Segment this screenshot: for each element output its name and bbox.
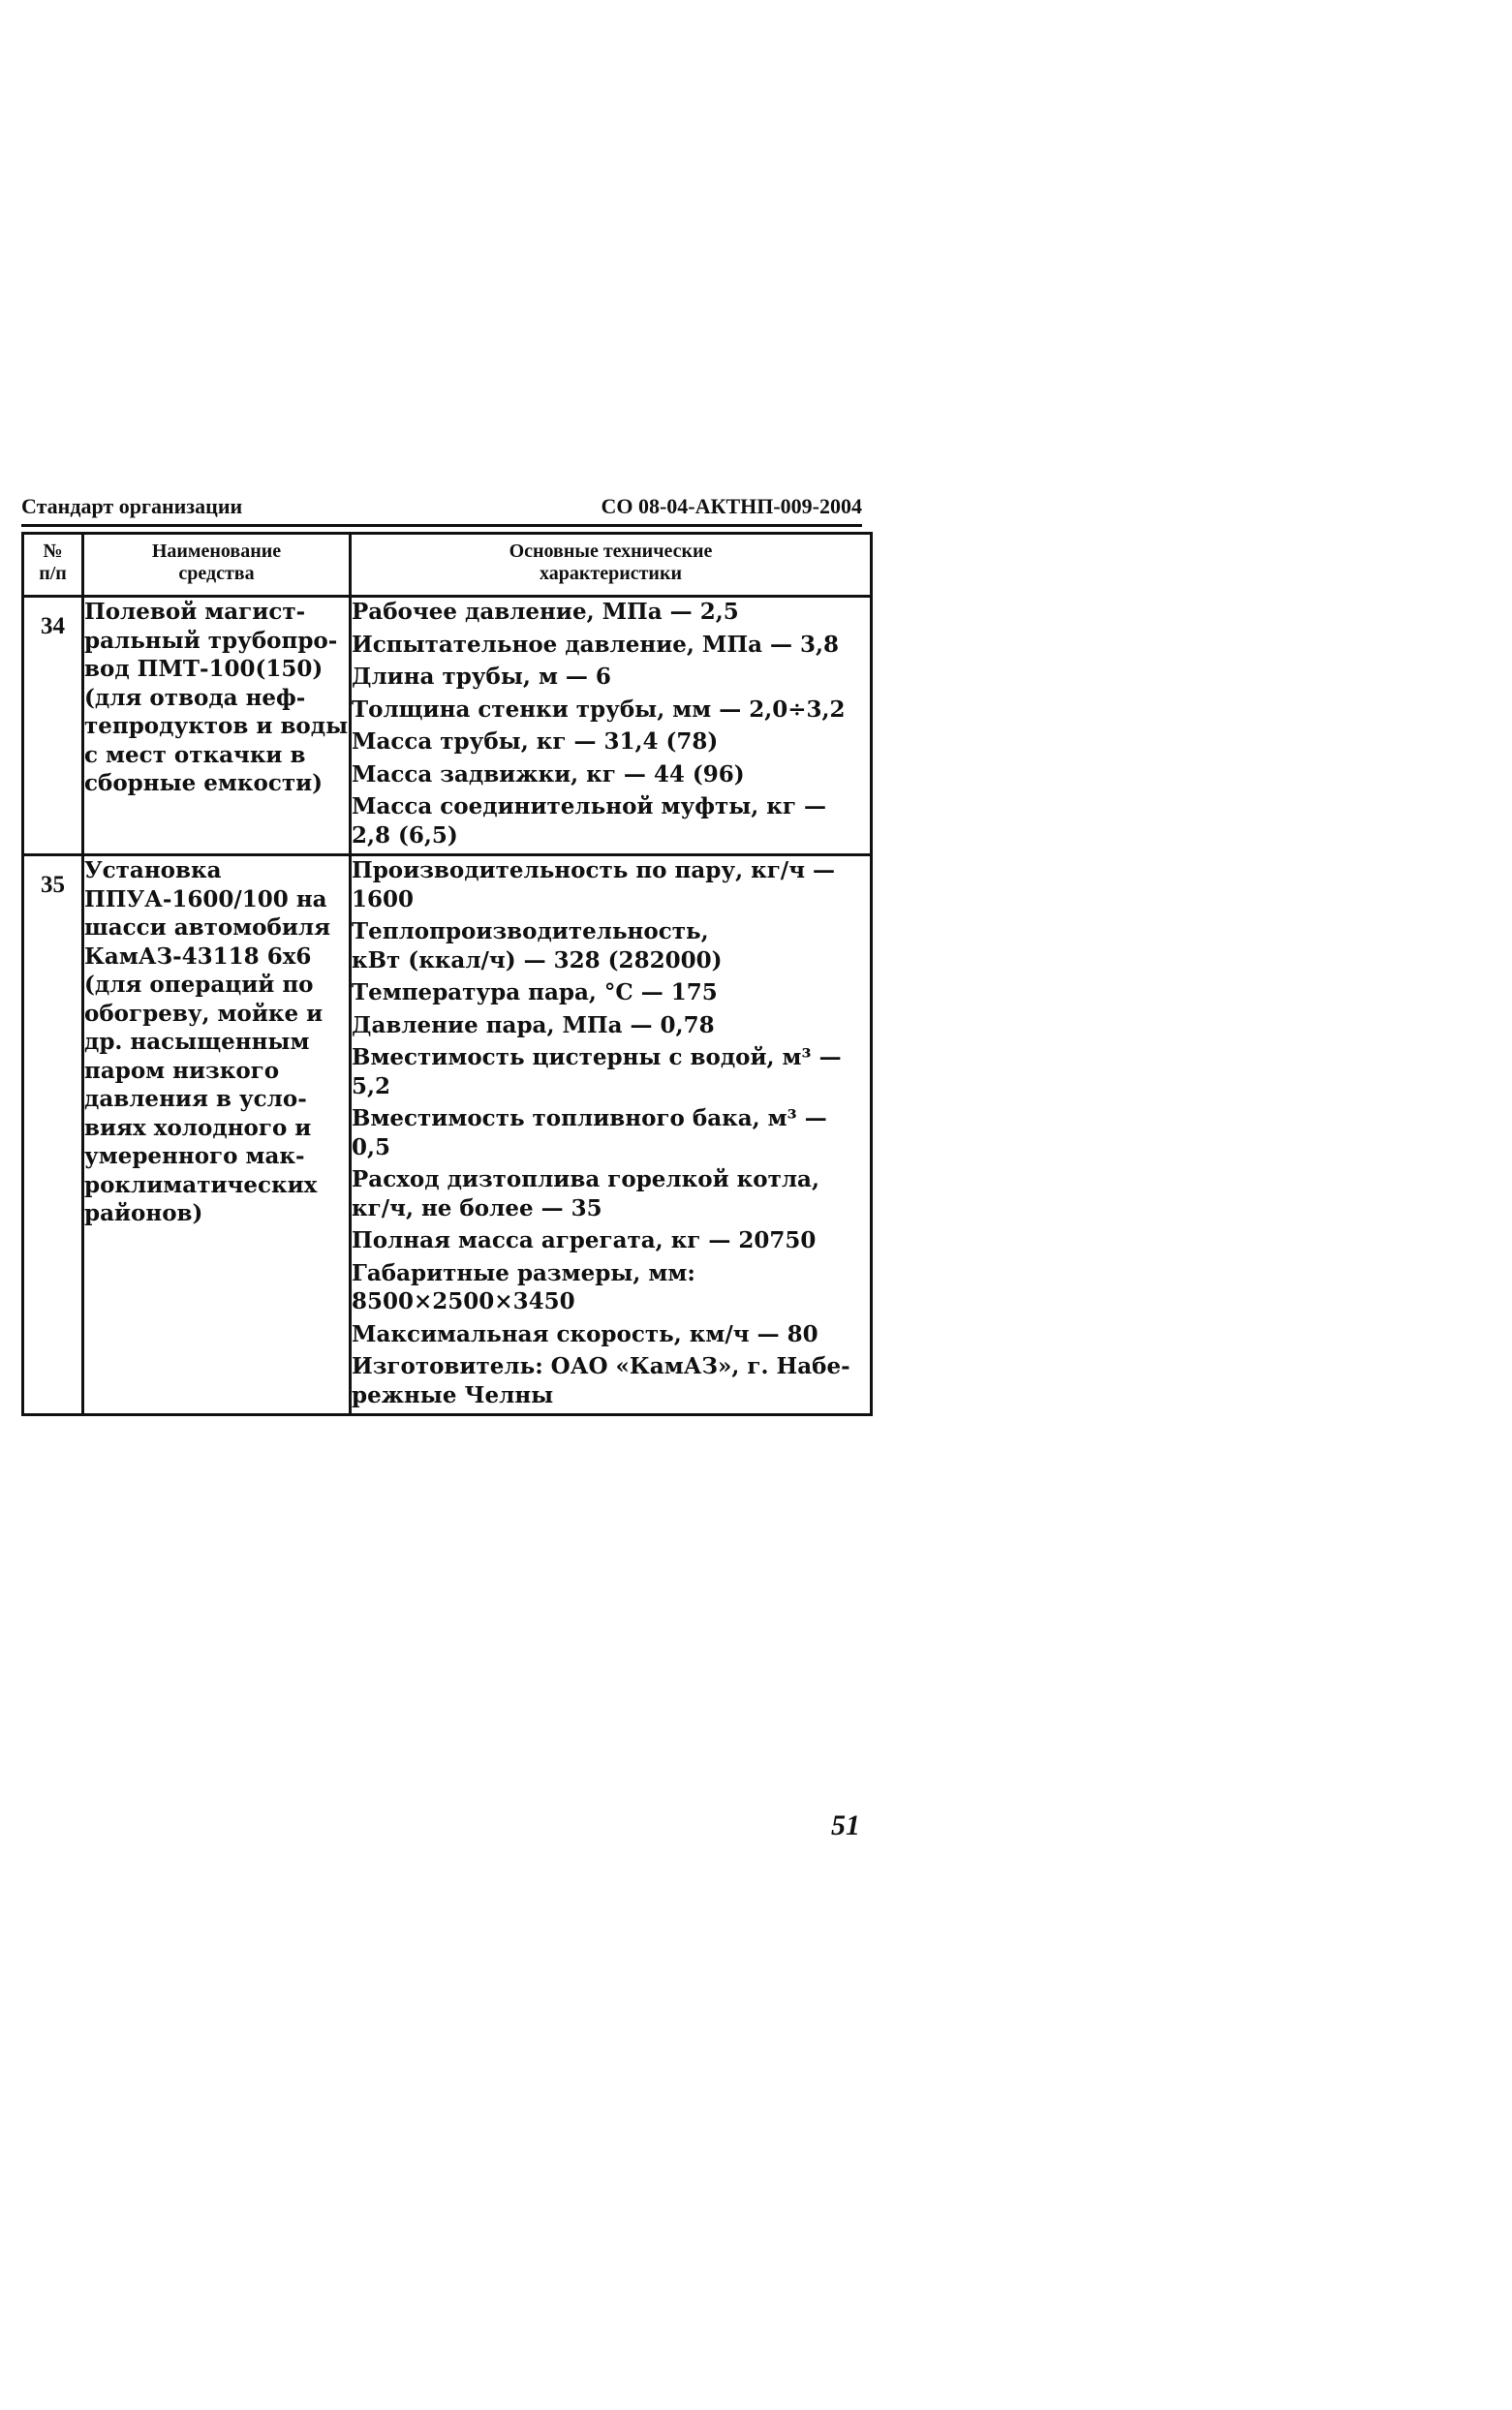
equipment-name-line: паром низкого (84, 1057, 280, 1084)
equipment-name-line: тепродуктов и воды (84, 713, 349, 739)
equipment-name-line: вод ПМТ-100(150) (84, 656, 324, 682)
equipment-name-line: обогреву, мойке и (84, 1000, 324, 1027)
header-characteristics: Основные технические характеристики (351, 534, 872, 597)
characteristic-line: 1600 (352, 885, 415, 912)
characteristic-line: 5,2 (352, 1072, 391, 1099)
characteristic-item (352, 1320, 870, 1349)
technical-characteristics (351, 597, 872, 855)
equipment-name-line: виях холодного и (84, 1114, 312, 1141)
characteristic-item (352, 1011, 870, 1040)
table-header-row (23, 534, 872, 597)
characteristic-item (352, 1259, 870, 1316)
characteristic-line: Теплопроизводительность, (352, 918, 709, 944)
characteristic-item (352, 856, 870, 913)
header-organization: Стандарт организации (21, 494, 243, 518)
equipment-name-line: (для отвода неф- (84, 684, 306, 711)
characteristic-item (352, 917, 870, 974)
table-row (23, 597, 872, 855)
characteristic-item (352, 695, 870, 725)
characteristic-line: 8500×2500×3450 (352, 1288, 575, 1314)
characteristic-line: Полная масса агрегата, кг — 20750 (352, 1227, 817, 1253)
characteristic-line: 2,8 (6,5) (352, 821, 458, 849)
equipment-name-line: шасси автомобиля (84, 914, 331, 941)
equipment-name-line: Полевой магист- (84, 599, 306, 625)
equipment-name-line: с мест откачки в (84, 741, 306, 768)
equipment-name (83, 855, 351, 1415)
characteristic-item (352, 1352, 870, 1409)
characteristic-line: Расход дизтоплива горелкой котла, (352, 1166, 819, 1192)
characteristic-item (352, 792, 870, 850)
equipment-name-line: районов) (84, 1200, 203, 1226)
running-header (21, 494, 862, 525)
characteristic-item (352, 598, 870, 627)
equipment-name-line: давления в усло- (84, 1086, 307, 1112)
characteristic-item (352, 631, 870, 660)
technical-characteristics (351, 855, 872, 1415)
header-name: Наименование средства (83, 534, 351, 597)
characteristic-item (352, 760, 870, 789)
table-body (23, 597, 872, 1415)
equipment-table (21, 532, 873, 1416)
row-number: 34 (23, 597, 83, 855)
characteristic-item (352, 727, 870, 757)
characteristic-line: Толщина стенки трубы, мм — 2,0÷3,2 (352, 695, 846, 723)
characteristic-item (352, 663, 870, 692)
characteristic-line: Рабочее давление, МПа — 2,5 (352, 599, 739, 625)
characteristic-line: Длина трубы, м — 6 (352, 664, 611, 690)
characteristic-line: Производительность по пару, кг/ч — (352, 857, 836, 883)
equipment-name-line: роклиматических (84, 1171, 318, 1198)
characteristic-line: Масса соединительной муфты, кг — (352, 793, 826, 819)
header-document-code: СО 08-04-АКТНП-009-2004 (601, 494, 862, 518)
characteristic-line: кг/ч, не более — 35 (352, 1194, 602, 1221)
characteristic-line: Изготовитель: ОАО «КамАЗ», г. Набе- (352, 1353, 850, 1379)
characteristic-line: кВт (ккал/ч) — 328 (282000) (352, 946, 723, 973)
characteristic-line: Давление пара, МПа — 0,78 (352, 1011, 715, 1038)
equipment-name-line: сборные емкости) (84, 770, 324, 796)
equipment-name-line: (для операций по (84, 972, 314, 998)
characteristic-item (352, 978, 870, 1007)
characteristic-line: Максимальная скорость, км/ч — 80 (352, 1320, 818, 1347)
equipment-name-line: Установка (84, 857, 222, 883)
characteristic-item (352, 1226, 870, 1255)
characteristic-line: 0,5 (352, 1133, 391, 1160)
equipment-name-line: умеренного мак- (84, 1143, 305, 1169)
equipment-name (83, 597, 351, 855)
characteristic-line: Вместимость топливного бака, м³ — (352, 1105, 827, 1131)
characteristic-line: Масса задвижки, кг — 44 (96) (352, 760, 745, 788)
characteristic-line: Температура пара, °С — 175 (352, 979, 718, 1005)
equipment-name-line: ППУА-1600/100 на (84, 885, 327, 912)
table-row (23, 855, 872, 1415)
equipment-name-line: др. насыщенным (84, 1029, 310, 1055)
equipment-name-line: ральный трубопро- (84, 627, 338, 654)
header-num: № п/п (23, 534, 83, 597)
page-number: 51 (831, 1809, 860, 1841)
header-rule (21, 524, 862, 527)
characteristic-line: Габаритные размеры, мм: (352, 1259, 695, 1286)
characteristic-line: Испытательное давление, МПа — 3,8 (352, 631, 840, 658)
characteristic-item (352, 1043, 870, 1100)
characteristic-item (352, 1165, 870, 1222)
row-number: 35 (23, 855, 83, 1415)
characteristic-line: режные Челны (352, 1381, 554, 1408)
equipment-name-line: КамАЗ-43118 6х6 (84, 942, 312, 970)
characteristic-item (352, 1104, 870, 1161)
characteristic-line: Масса трубы, кг — 31,4 (78) (352, 728, 719, 755)
characteristic-line: Вместимость цистерны с водой, м³ — (352, 1044, 842, 1070)
